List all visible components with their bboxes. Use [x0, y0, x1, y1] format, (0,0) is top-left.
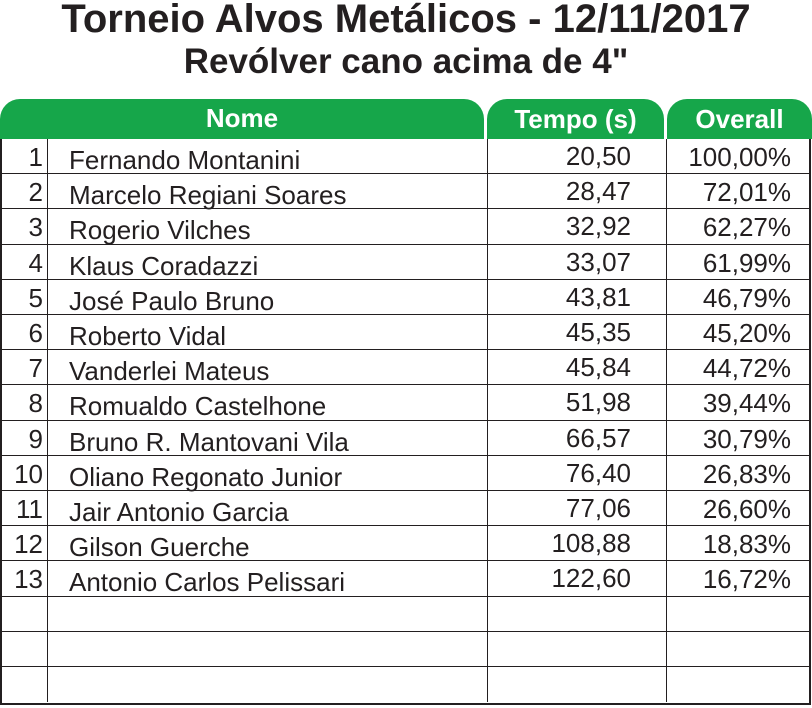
tempo-cell: 51,98: [488, 385, 667, 419]
rank-cell: 7: [2, 350, 48, 384]
name-cell: Oliano Regonato Junior: [48, 456, 488, 490]
tempo-cell: 108,88: [488, 526, 667, 560]
rank-cell: 1: [2, 139, 48, 173]
table-row: [2, 667, 811, 702]
header-nome: [0, 99, 484, 139]
tempo-cell: 122,60: [488, 561, 667, 595]
name-cell: Klaus Coradazzi: [48, 245, 488, 279]
table-row: [2, 632, 811, 667]
rank-cell: 9: [2, 421, 48, 455]
name-cell: [48, 667, 488, 702]
tempo-cell: 66,57: [488, 421, 667, 455]
rank-cell: 2: [2, 174, 48, 208]
table-row: [2, 139, 811, 174]
header-overall: Overall: [667, 99, 812, 139]
table-row: [2, 174, 811, 209]
table-row: [2, 385, 811, 420]
overall-cell: 62,27%: [702, 212, 791, 243]
tempo-cell: 45,35: [488, 315, 667, 349]
overall-cell: 30,79%: [702, 423, 791, 454]
rank-cell: 8: [2, 385, 48, 419]
overall-cell: 100,00%: [688, 142, 791, 172]
tempo-cell: 28,47: [488, 174, 667, 208]
overall-cell: 46,79%: [702, 282, 791, 313]
name-cell: Fernando Montanini: [48, 139, 488, 173]
name-cell: Marcelo Regiani Soares: [48, 174, 488, 208]
tempo-cell: [488, 632, 667, 666]
table-row: [2, 421, 811, 456]
rank-cell: [2, 667, 48, 702]
table-row: [2, 350, 811, 385]
rank-cell: 6: [2, 315, 48, 349]
rank-cell: 4: [2, 245, 48, 279]
tempo-cell: 20,50: [488, 139, 667, 173]
tempo-cell: 45,84: [488, 350, 667, 384]
overall-cell: 26,83%: [702, 458, 791, 489]
name-cell: José Paulo Bruno: [48, 280, 488, 314]
rank-cell: 11: [2, 491, 48, 525]
table-row: [2, 491, 811, 526]
overall-cell: 26,60%: [702, 494, 791, 524]
overall-cell: 39,44%: [702, 388, 791, 419]
table-row: [2, 245, 811, 280]
name-cell: Antonio Carlos Pelissari: [48, 561, 488, 595]
name-cell: Rogerio Vilches: [48, 209, 488, 243]
rank-cell: 12: [2, 526, 48, 560]
overall-cell: 61,99%: [702, 247, 791, 278]
table-row: [2, 315, 811, 350]
tempo-cell: [488, 667, 667, 702]
header-nome-label: Nome: [205, 103, 279, 133]
rank-cell: 3: [2, 209, 48, 243]
name-cell: [48, 597, 488, 631]
name-cell: Romualdo Castelhone: [48, 385, 488, 419]
rank-cell: 13: [2, 561, 48, 595]
page-title: Torneio Alvos Metálicos - 12/11/2017: [61, 0, 751, 41]
overall-cell: [667, 667, 811, 702]
page-subtitle: Revólver cano acima de 4": [183, 42, 629, 81]
tempo-cell: [488, 597, 667, 631]
rank-cell: 10: [2, 456, 48, 490]
overall-cell: [667, 597, 811, 631]
results-table: [0, 139, 811, 705]
table-row: [2, 526, 811, 561]
tempo-cell: 32,92: [488, 209, 667, 243]
name-cell: Jair Antonio Garcia: [48, 491, 488, 525]
tempo-cell: 76,40: [488, 456, 667, 490]
tempo-cell: 33,07: [488, 245, 667, 279]
table-row: [2, 597, 811, 632]
rank-cell: [2, 597, 48, 631]
overall-cell: 44,72%: [702, 353, 791, 384]
name-cell: Gilson Guerche: [48, 526, 488, 560]
overall-cell: 16,72%: [702, 564, 791, 595]
name-cell: Vanderlei Mateus: [48, 350, 488, 384]
table-row: [2, 456, 811, 491]
overall-cell: [667, 632, 811, 666]
table-row: [2, 561, 811, 596]
rank-cell: 5: [2, 280, 48, 314]
table-row: [2, 209, 811, 244]
tempo-cell: 43,81: [488, 280, 667, 314]
overall-cell: 18,83%: [702, 529, 791, 560]
table-row: [2, 280, 811, 315]
name-cell: Roberto Vidal: [48, 315, 488, 349]
name-cell: Bruno R. Mantovani Vila: [48, 421, 488, 455]
overall-cell: 72,01%: [702, 177, 791, 208]
tempo-cell: 77,06: [488, 491, 667, 525]
overall-cell: 45,20%: [702, 318, 791, 348]
header-tempo: Tempo (s): [487, 99, 664, 139]
name-cell: [48, 632, 488, 666]
rank-cell: [2, 632, 48, 666]
